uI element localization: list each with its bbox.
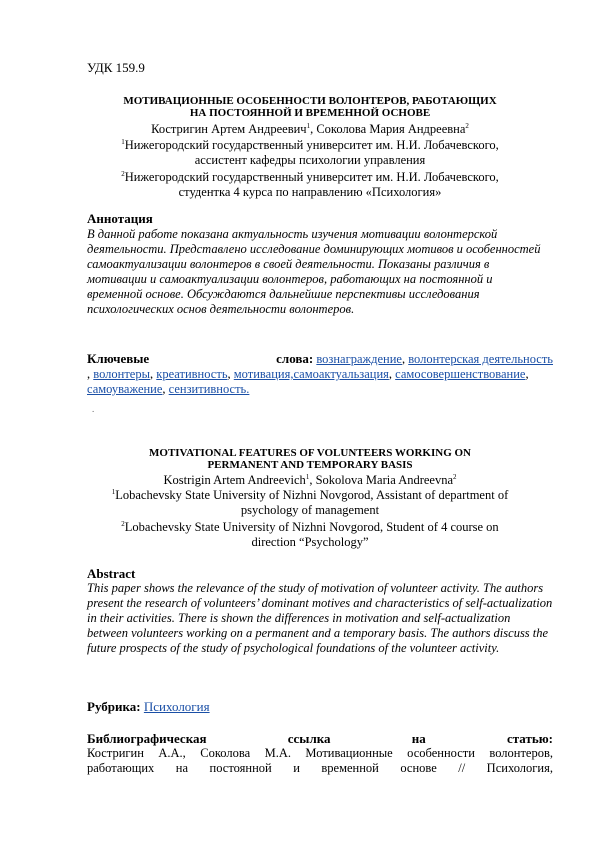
bibliographic-reference (87, 731, 553, 776)
author1-en: Kostrigin Artem Andreevich (163, 473, 306, 487)
bib-line2: работающих на постоянной и временной основе // Психология, (87, 761, 553, 775)
author2-en: Sokolova Maria Andreevna (315, 473, 454, 487)
aff2-en-sup: 2 (121, 519, 125, 528)
aff2-ru-line1: Нижегородский государственный университет им. Н.И. Лобачевского, (124, 170, 499, 184)
annotation-text: В данной работе показана актуальность изучения мотивации волонтерской деятельности. Представлено исследование доминирующих мотивов и особенностей самоактуализации волонтеров в своей деятельности. Показаны различия в мотивации и самоактуализации волонтеров, работающих на постоянной и временной основе. Обсуждаются дальнейшие перспективы исследования психологических основ деятельности волонтеров. (87, 227, 541, 316)
keyword-link[interactable]: волонтерская деятельность (408, 352, 553, 366)
title-ru-line1: МОТИВАЦИОННЫЕ ОСОБЕННОСТИ ВОЛОНТЕРОВ, РАБОТАЮЩИХ (123, 95, 497, 107)
author1-ru: Костригин Артем Андреевич (151, 122, 307, 136)
author2-en-sup: 2 (453, 472, 457, 481)
affiliation2-en (70, 520, 550, 550)
bib-word3: на (411, 731, 426, 746)
author1-ru-sup: 1 (306, 121, 311, 130)
title-ru-line2: НА ПОСТОЯННОЙ И ВРЕМЕННОЙ ОСНОВЕ (189, 107, 431, 119)
keyword-link[interactable]: мотивация,самоактуальзация (233, 367, 389, 381)
udk-code: УДК 159.9 (87, 60, 145, 75)
authors-ru: Костригин Артем Андреевич$^1$, Соколова Мария Андреевна$^2$ (151, 121, 469, 136)
abstract-text: This paper shows the relevance of the study of motivation of volunteer activity. The authors present the research of volunteers’ dominant motives and characteristics of self-actualization in their activities. There is shown the differences in motivation and self-actualization between volunteers working on a permanent and a temporary basis. The authors discuss the future prospects of the study of psychological foundations of the volunteer activity. (87, 581, 553, 655)
aff1-ru-line2: ассистент кафедры психологии управления (194, 153, 426, 167)
author2-ru-sup: 2 (465, 121, 469, 130)
bib-word1: Библиографическая (87, 731, 207, 746)
aff2-ru-sup: 2 (121, 169, 125, 178)
keywords-block: Ключевые слова: вознаграждение, волонтерская деятельность , волонтеры, креативность, мотивация,самоактуальзация, самосовершенствование, самоуважение, сензитивность. (87, 351, 553, 396)
title-en-line1: MOTIVATIONAL FEATURES OF VOLUNTEERS WORKING ON (149, 447, 471, 459)
author2-ru: Соколова Мария Андреевна (316, 122, 466, 136)
aff2-en-line2: direction “Psychology” (251, 535, 369, 549)
aff1-en-line1: Lobachevsky State University of Nizhni Novgorod, Assistant of department of (115, 488, 509, 502)
aff2-ru-line2: студентка 4 курса по направлению «Психология» (178, 185, 442, 199)
title-en-line2: PERMANENT AND TEMPORARY BASIS (207, 459, 413, 471)
title-en (70, 447, 550, 471)
keyword-link[interactable]: сензитивность. (168, 382, 250, 396)
keyword-link[interactable]: волонтеры (93, 367, 150, 381)
affiliation1-ru (70, 138, 550, 168)
keywords-label-word1: Ключевые (87, 351, 150, 366)
annotation-heading: Аннотация (87, 211, 153, 226)
rubric-label: Рубрика: (87, 699, 141, 714)
keyword-link[interactable]: самосовершенствование (395, 367, 526, 381)
rubric-link[interactable]: Психология (143, 699, 210, 714)
keywords-label-word2: слова: (276, 351, 314, 366)
bib-word2: ссылка (287, 731, 331, 746)
keyword-link[interactable]: креативность (156, 367, 228, 381)
abstract-heading: Abstract (87, 566, 136, 581)
aff1-en-sup: 1 (111, 487, 116, 496)
aff1-ru-sup: 1 (121, 137, 125, 146)
aff1-en-line2: psychology of management (240, 503, 380, 517)
affiliation1-en (70, 488, 550, 518)
keyword-link[interactable]: самоуважение (87, 382, 163, 396)
authors-en: Kostrigin Artem Andreevich$^1$, Sokolova Maria Andreevna$^2$ (163, 472, 457, 487)
keyword-link[interactable]: вознаграждение (316, 352, 402, 366)
title-ru (70, 95, 550, 119)
author1-en-sup: 1 (305, 472, 310, 481)
aff1-ru-line1: Нижегородский государственный университет им. Н.И. Лобачевского, (124, 138, 499, 152)
aff2-en-line1: Lobachevsky State University of Nizhni Novgorod, Student of 4 course on (124, 520, 499, 534)
stray-mark: . (92, 404, 95, 414)
bib-line1: Костригин А.А., Соколова М.А. Мотивационные особенности волонтеров, (87, 746, 553, 760)
rubric (87, 699, 210, 715)
bib-word4: статью: (506, 731, 553, 746)
affiliation2-ru (70, 170, 550, 200)
